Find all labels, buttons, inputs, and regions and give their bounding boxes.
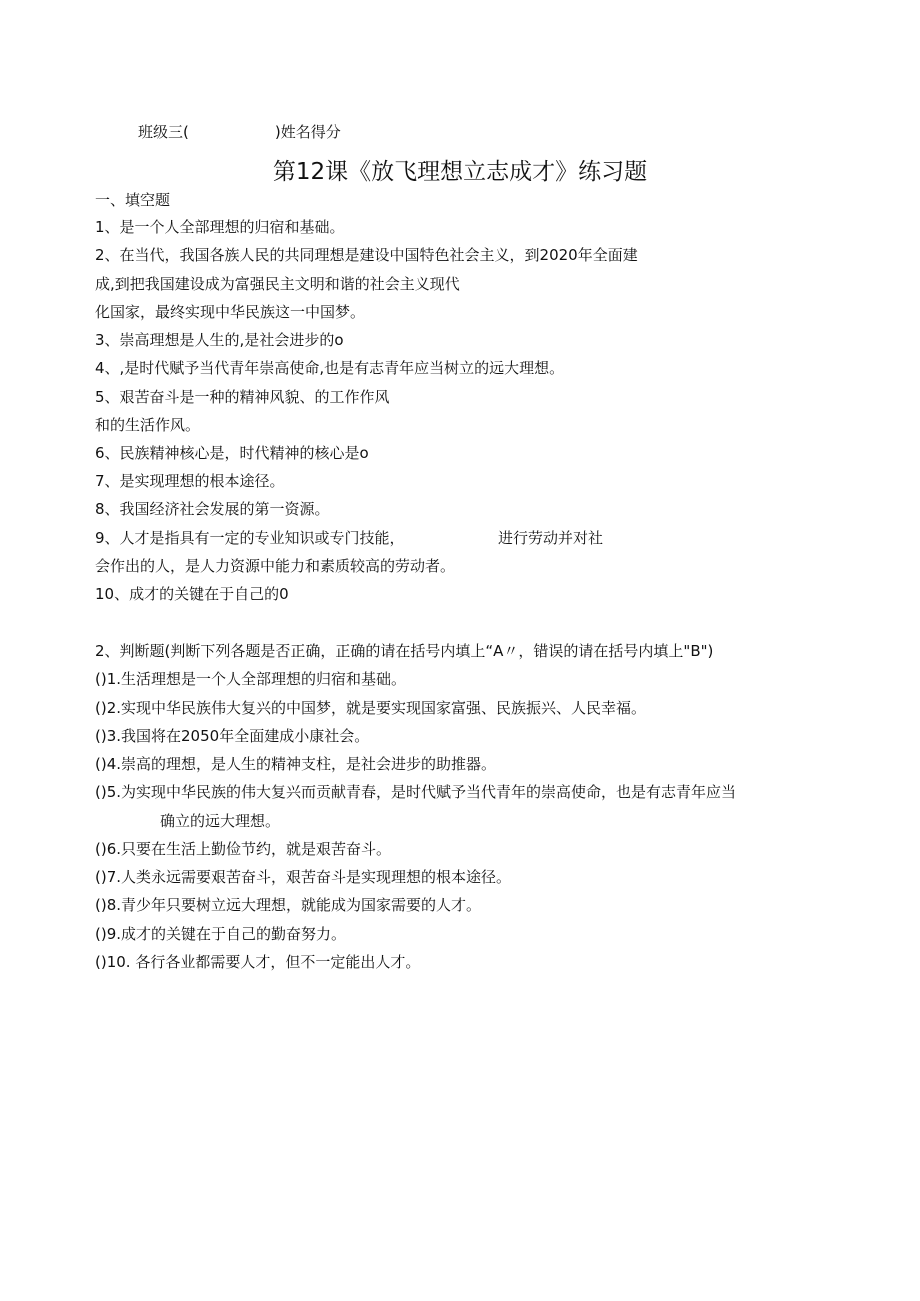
fill-question-9-line-1a: 9、人才是指具有一定的专业知识或专门技能， (95, 529, 405, 547)
fill-question-9-line-2: 会作出的人，是人力资源中能力和素质较高的劳动者。 (95, 557, 456, 575)
tf-question-9: ()9.成才的关键在于自己的勤奋努力。 (95, 925, 347, 943)
tf-question-5-line-2: 确立的远大理想。 (160, 812, 281, 830)
fill-question-5-line-2: 和的生活作风。 (95, 416, 201, 434)
tf-question-2: ()2.实现中华民族伟大复兴的中国梦，就是要实现国家富强、民族振兴、人民幸福。 (95, 699, 647, 717)
fill-question-2-line-1: 2、在当代，我国各族人民的共同理想是建设中国特色社会主义，到2020年全面建 (95, 246, 638, 264)
tf-question-8: ()8.青少年只要树立远大理想，就能成为国家需要的人才。 (95, 896, 482, 914)
fill-question-7: 7、是实现理想的根本途径。 (95, 472, 285, 490)
section-heading-fill-blank: 一、填空题 (95, 191, 171, 209)
fill-question-2-line-2: 成,到把我国建设成为富强民主文明和谐的社会主义现代 (95, 275, 460, 293)
tf-question-6: ()6.只要在生活上勤俭节约，就是艰苦奋斗。 (95, 840, 392, 858)
tf-question-7: ()7.人类永远需要艰苦奋斗，艰苦奋斗是实现理想的根本途径。 (95, 868, 512, 886)
name-score-label: )姓名得分 (274, 123, 341, 141)
tf-question-5-line-1: ()5.为实现中华民族的伟大复兴而贡献青春，是时代赋予当代青年的崇高使命，也是有志青年应当 (95, 783, 737, 801)
tf-question-10: ()10. 各行各业都需要人才，但不一定能出人才。 (95, 953, 421, 971)
worksheet-title: 第12课《放飞理想立志成才》练习题 (272, 159, 648, 185)
fill-question-5-line-1: 5、艰苦奋斗是一种的精神风貌、的工作作风 (95, 388, 390, 406)
fill-question-2-line-3: 化国家，最终实现中华民族这一中国梦。 (95, 303, 366, 321)
fill-question-10: 10、成才的关键在于自己的0 (95, 585, 289, 603)
section-heading-true-false: 2、判断题(判断下列各题是否正确，正确的请在括号内填上“A〃，错误的请在括号内填上"B") (95, 642, 714, 660)
fill-question-1: 1、是一个人全部理想的归宿和基础。 (95, 218, 345, 236)
fill-question-3: 3、崇高理想是人生的,是社会进步的o (95, 331, 344, 349)
fill-question-8: 8、我国经济社会发展的第一资源。 (95, 500, 330, 518)
fill-question-4: 4、,是时代赋予当代青年崇高使命,也是有志青年应当树立的远大理想。 (95, 359, 565, 377)
tf-question-3: ()3.我国将在2050年全面建成小康社会。 (95, 727, 370, 745)
fill-question-6: 6、民族精神核心是，时代精神的核心是o (95, 444, 369, 462)
fill-question-9-line-1b: 进行劳动并对社 (498, 529, 604, 547)
class-label: 班级三( (138, 123, 189, 141)
tf-question-4: ()4.崇高的理想，是人生的精神支柱，是社会进步的助推器。 (95, 755, 497, 773)
tf-question-1: ()1.生活理想是一个人全部理想的归宿和基础。 (95, 670, 407, 688)
student-info-row (138, 122, 341, 142)
